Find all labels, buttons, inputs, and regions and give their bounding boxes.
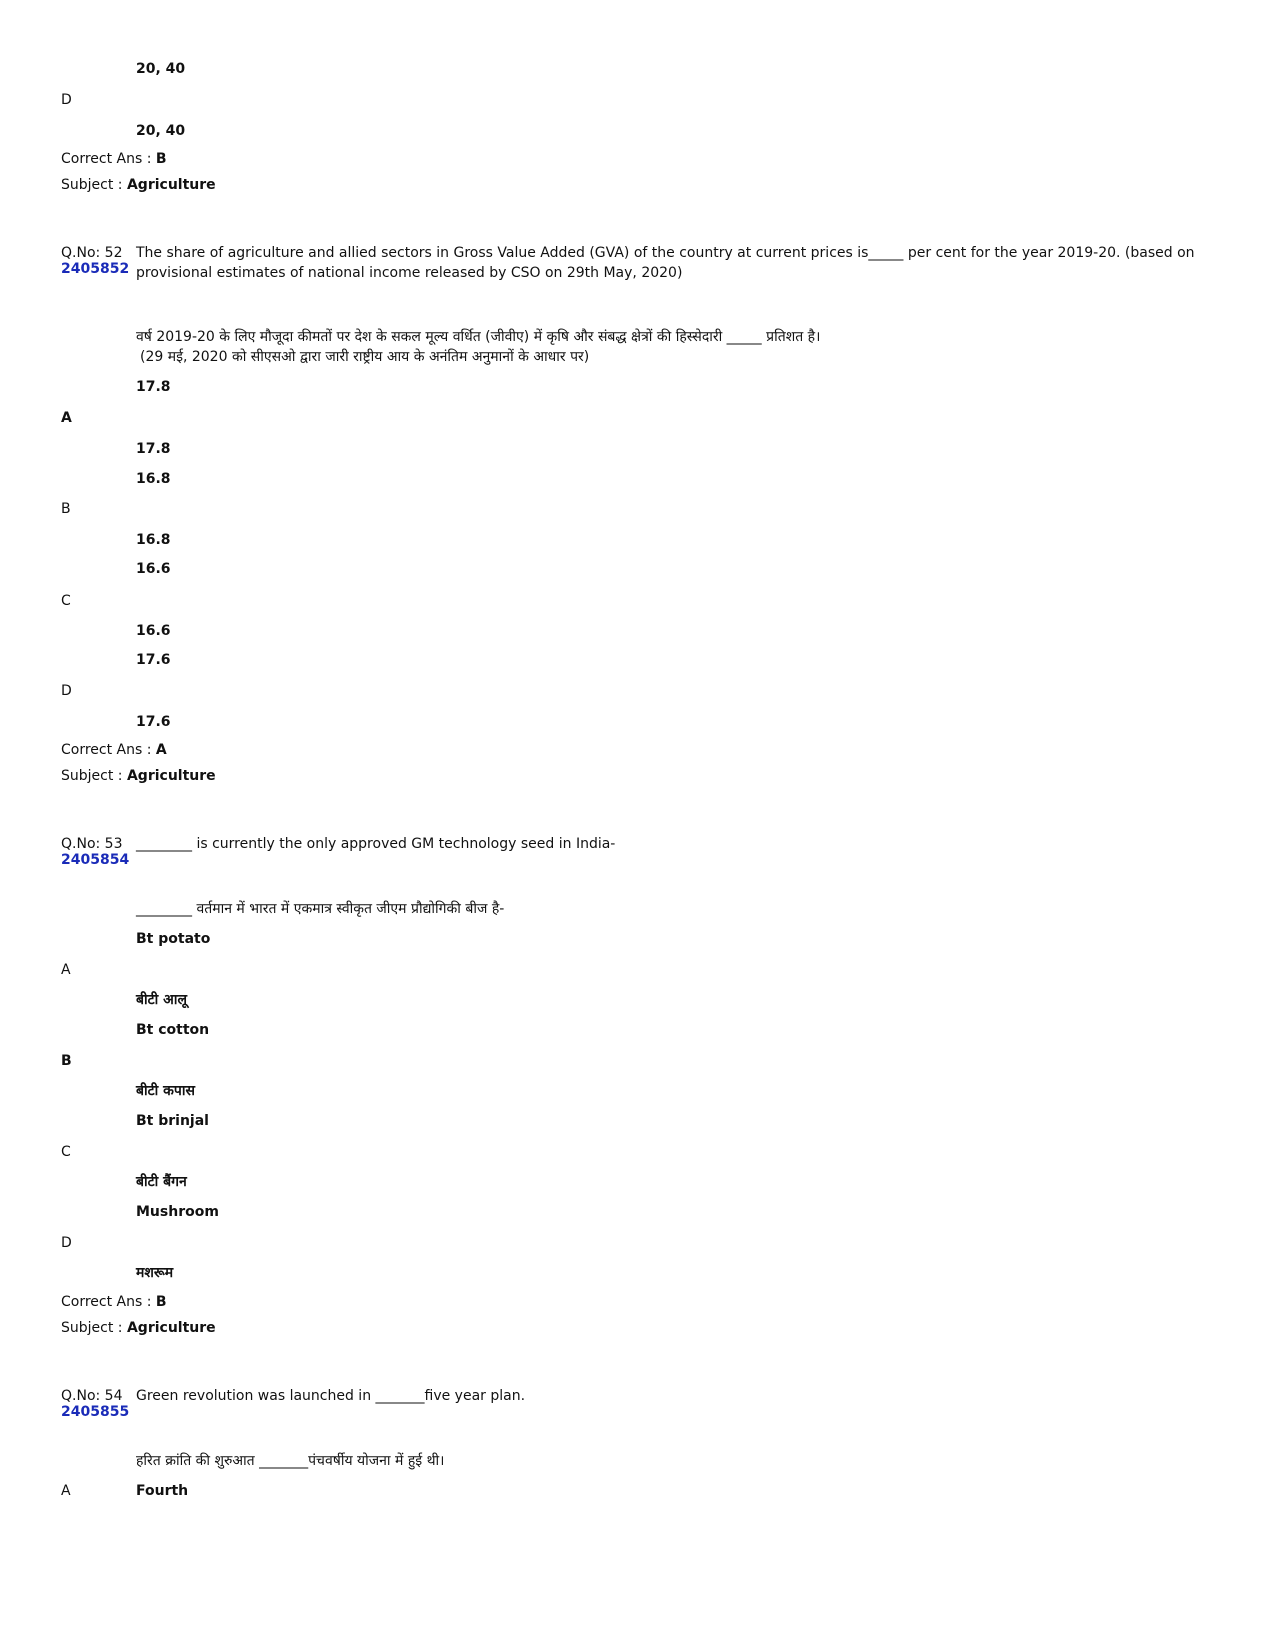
subject-value: Agriculture	[126, 768, 216, 784]
option-b-letter: B	[61, 501, 71, 517]
question-id: 2405854	[61, 852, 130, 868]
question-text-en: Green revolution was launched in _______five year plan.	[136, 1388, 526, 1404]
option-b-hi: 16.8	[136, 532, 171, 548]
option-d-hi: मशरूम	[136, 1265, 174, 1281]
option-a-letter: A	[61, 962, 71, 978]
option-a-hi: बीटी आलू	[136, 992, 187, 1008]
option-c-en: 16.6	[136, 561, 171, 577]
option-a-en: 17.8	[136, 379, 171, 395]
option-a-letter: A	[61, 1483, 71, 1499]
question-text-en-line2: provisional estimates of national income released by CSO on 29th May, 2020)	[136, 265, 683, 281]
option-b-letter: B	[61, 1053, 72, 1069]
option-a-hi: 17.8	[136, 441, 171, 457]
option-d-text: 20, 40	[136, 123, 186, 139]
subject-label: Subject :	[61, 768, 123, 784]
question-text-hi: ________ वर्तमान में भारत में एकमात्र स्वीकृत जीएम प्रौद्योगिकी बीज है-	[136, 901, 505, 917]
subject-label: Subject :	[61, 177, 123, 193]
correct-answer-label: Correct Ans :	[61, 1294, 152, 1310]
correct-answer	[61, 741, 167, 759]
question-text-en-line1: The share of agriculture and allied sectors in Gross Value Added (GVA) of the country at current prices is_____ per cent for the year 2019-20. (based on	[136, 245, 1195, 261]
option-c-letter: C	[61, 1144, 71, 1160]
correct-answer-value: B	[155, 151, 167, 167]
question-text-hi-line1: वर्ष 2019-20 के लिए मौजूदा कीमतों पर देश के सकल मूल्य वर्धित (जीवीए) में कृषि और संबद्ध क्षेत्रों की हिस्सेदारी _____ प्रतिशत है।	[136, 329, 821, 345]
option-a-en: Fourth	[136, 1483, 189, 1499]
correct-answer-label: Correct Ans :	[61, 742, 152, 758]
question-id: 2405852	[61, 261, 130, 277]
option-c-hi: बीटी बैंगन	[136, 1174, 187, 1190]
question-number: Q.No: 54	[61, 1388, 123, 1404]
correct-answer	[61, 1293, 167, 1311]
question-text-en: ________ is currently the only approved GM technology seed in India-	[136, 836, 616, 852]
option-a-letter: A	[61, 410, 72, 426]
option-c-en: Bt brinjal	[136, 1113, 209, 1129]
question-number: Q.No: 52	[61, 245, 123, 261]
subject-label: Subject :	[61, 1320, 123, 1336]
option-c-letter: C	[61, 593, 71, 609]
question-number: Q.No: 53	[61, 836, 123, 852]
option-d-letter: D	[61, 683, 72, 699]
subject	[61, 767, 216, 785]
option-c-text: 20, 40	[136, 61, 186, 77]
option-d-letter: D	[61, 1235, 72, 1251]
correct-answer	[61, 150, 167, 168]
option-d-letter: D	[61, 92, 72, 108]
subject	[61, 176, 216, 194]
correct-answer-label: Correct Ans :	[61, 151, 152, 167]
option-b-hi: बीटी कपास	[136, 1083, 195, 1099]
subject	[61, 1319, 216, 1337]
option-d-hi: 17.6	[136, 714, 171, 730]
correct-answer-value: A	[155, 742, 167, 758]
option-b-en: Bt cotton	[136, 1022, 210, 1038]
question-id: 2405855	[61, 1404, 130, 1420]
correct-answer-value: B	[155, 1294, 167, 1310]
question-text-hi: हरित क्रांति की शुरुआत _______पंचवर्षीय योजना में हुई थी।	[136, 1453, 445, 1469]
option-d-en: Mushroom	[136, 1204, 219, 1220]
question-text-hi-line2: (29 मई, 2020 को सीएसओ द्वारा जारी राष्ट्रीय आय के अनंतिम अनुमानों के आधार पर)	[140, 349, 590, 365]
option-a-en: Bt potato	[136, 931, 211, 947]
option-b-en: 16.8	[136, 471, 171, 487]
subject-value: Agriculture	[126, 177, 216, 193]
option-d-en: 17.6	[136, 652, 171, 668]
subject-value: Agriculture	[126, 1320, 216, 1336]
option-c-hi: 16.6	[136, 623, 171, 639]
